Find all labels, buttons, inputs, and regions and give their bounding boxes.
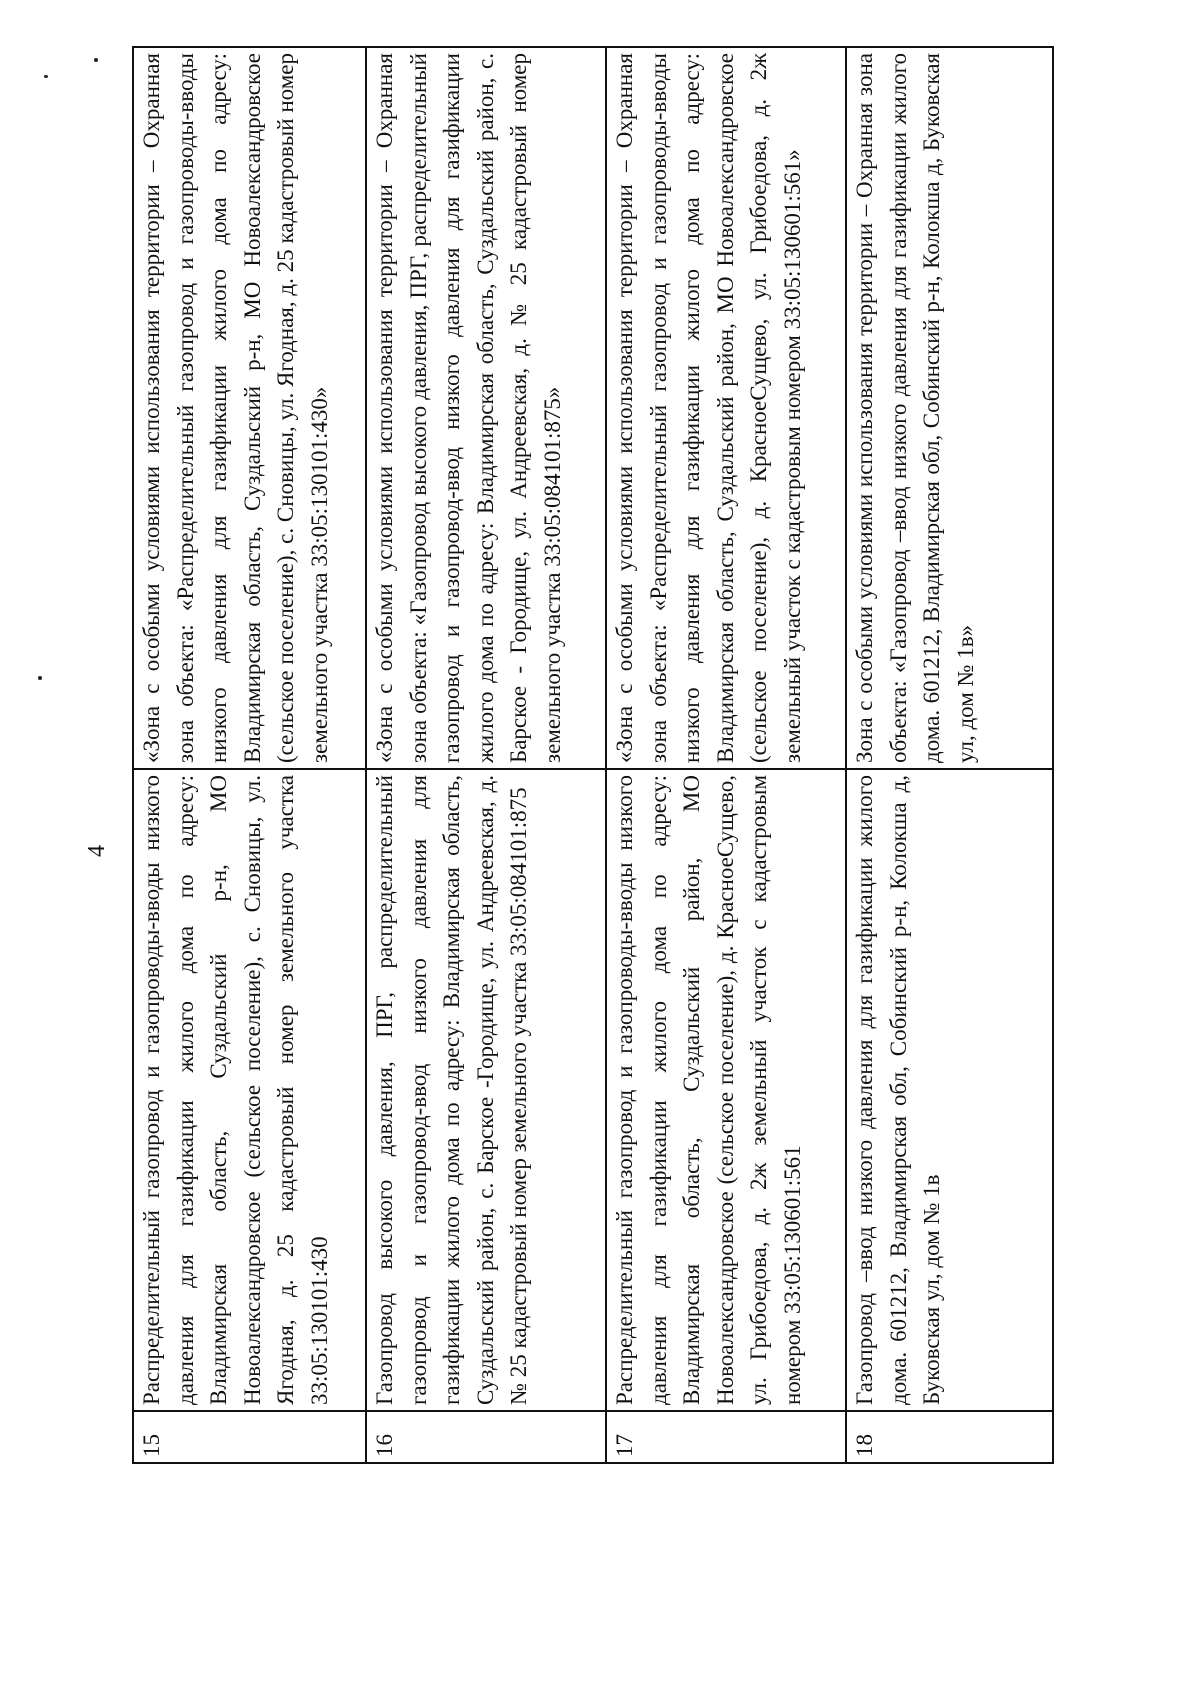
table-row: [606, 47, 846, 1463]
table-row: [133, 47, 366, 1463]
scan-speck: [38, 676, 42, 680]
row-number: 16: [366, 1411, 606, 1463]
rotated-table-container: [132, 53, 1052, 1464]
object-description: Распределительный газопровод и газопроводы-вводы низкого давления для газификации жилого дома по адресу: Владимирская область, Суздальский р-н, МО Новоалександровское (сельское поселение), с. Сновицы, ул. Ягодная, д. 25 кадастровый номер земельного участка 33:05:130101:430: [133, 769, 366, 1411]
scan-speck: [44, 75, 48, 78]
table-row: [846, 47, 1053, 1463]
zone-description: «Зона с особыми условиями использования территории – Охранная зона объекта: «Газопровод высокого давления, ПРГ, распределительный газопровод и газопровод-ввод низкого давления для газификации жилого дома по адресу: Владимирская область, Суздальский район, с. Барское - Городище, ул. Андреевская, д. № 25 кадастровый номер земельного участка 33:05:084101:875»: [366, 47, 606, 769]
object-description: Газопровод –ввод низкого давления для газификации жилого дома. 601212, Владимирская обл, Собинский р-н, Колокша д, Буковская ул, дом № 1в: [846, 769, 1053, 1411]
zone-description: «Зона с особыми условиями использования территории – Охранная зона объекта: «Распределительный газопровод и газопроводы-вводы низкого давления для газификации жилого дома по адресу: Владимирская область, Суздальский р-н, МО Новоалександровское (сельское поселение), с. Сновицы, ул. Ягодная, д. 25 кадастровый номер земельного участка 33:05:130101:430»: [133, 47, 366, 769]
scan-speck: [94, 58, 98, 62]
zone-description: Зона с особыми условиями использования территории – Охранная зона объекта: «Газопровод –ввод низкого давления для газификации жилого дома. 601212, Владимирская обл, Собинский р-н, Колокша д, Буковская ул, дом № 1в»: [846, 47, 1053, 769]
protection-zones-table: [132, 46, 1054, 1464]
row-number: 15: [133, 1411, 366, 1463]
row-number: 17: [606, 1411, 846, 1463]
row-number: 18: [846, 1411, 1053, 1463]
object-description: Газопровод высокого давления, ПРГ, распределительный газопровод и газопровод-ввод низкого давления для газификации жилого дома по адресу: Владимирская область, Суздальский район, с. Барское -Городище, ул. Андреевская, д. № 25 кадастровый номер земельного участка 33:05:084101:875: [366, 769, 606, 1411]
zone-description: «Зона с особыми условиями использования территории – Охранная зона объекта: «Распределительный газопровод и газопроводы-вводы низкого давления для газификации жилого дома по адресу: Владимирская область, Суздальский район, МО Новоалександровское (сельское поселение), д. КрасноеСущево, ул. Грибоедова, д. 2ж земельный участок с кадастровым номером 33:05:130601:561»: [606, 47, 846, 769]
object-description: Распределительный газопровод и газопроводы-вводы низкого давления для газификации жилого дома по адресу: Владимирская область, Суздальский район, МО Новоалександровское (сельское поселение), д. КрасноеСущево, ул. Грибоедова, д. 2ж земельный участок с кадастровым номером 33:05:130601:561: [606, 769, 846, 1411]
page-number: 4: [83, 845, 110, 857]
table-row: [366, 47, 606, 1463]
